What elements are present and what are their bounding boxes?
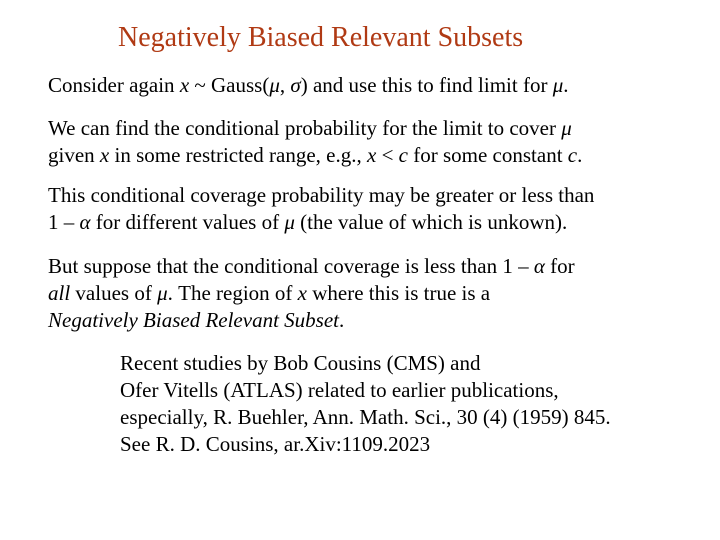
text: We can find the conditional probability for the limit to cover	[48, 116, 562, 140]
var-mu: μ	[269, 73, 280, 97]
var-mu: μ	[561, 116, 572, 140]
emphasis-term: Negatively Biased Relevant Subset	[48, 308, 339, 332]
text: . The region of	[167, 281, 298, 305]
var-x: x	[297, 281, 307, 305]
text: for	[544, 254, 575, 278]
paragraph-line	[48, 115, 582, 142]
paragraph-line	[48, 209, 594, 236]
text: <	[376, 143, 399, 167]
paragraph-coverage	[48, 182, 594, 236]
paragraph-line	[48, 72, 569, 99]
paragraph-line	[48, 280, 575, 307]
var-alpha: α	[533, 254, 545, 278]
var-sigma: σ	[290, 73, 301, 97]
var-x: x	[99, 143, 110, 167]
text: Consider again	[48, 73, 180, 97]
paragraph-line: This conditional coverage probability may be greater or less than	[48, 183, 595, 207]
reference-line: Recent studies by Bob Cousins (CMS) and	[120, 351, 481, 375]
var-mu: μ	[284, 210, 295, 234]
text: But suppose that the conditional coverage is less than 1 –	[48, 254, 534, 278]
var-x: x	[366, 143, 377, 167]
var-c: c	[398, 143, 408, 167]
var-mu: μ	[552, 73, 564, 97]
var-mu: μ	[157, 281, 168, 305]
reference-line: Ofer Vitells (ATLAS) related to earlier publications,	[120, 378, 559, 402]
var-x: x	[179, 73, 190, 97]
text: 1 –	[48, 210, 80, 234]
paragraph-gauss	[48, 72, 569, 99]
text: given	[48, 143, 100, 167]
references-block	[120, 350, 611, 458]
text: values of	[70, 281, 158, 305]
text: (the value of which is unkown).	[294, 210, 568, 234]
paragraph-line	[48, 253, 575, 280]
text: ,	[279, 73, 291, 97]
paragraph-line	[48, 307, 575, 334]
paragraph-conditional-probability	[48, 115, 582, 169]
text: in some restricted range, e.g.,	[109, 143, 367, 167]
reference-line: especially, R. Buehler, Ann. Math. Sci., 30 (4) (1959) 845.	[120, 405, 611, 429]
slide-title: Negatively Biased Relevant Subsets	[118, 22, 524, 53]
text: ~ Gauss(	[189, 73, 270, 97]
text: .	[577, 143, 583, 167]
text: .	[563, 73, 569, 97]
reference-line: See R. D. Cousins, ar.Xiv:1109.2023	[120, 432, 431, 456]
text: .	[339, 308, 345, 332]
text: ) and use this to find limit for	[300, 73, 553, 97]
var-c: c	[567, 143, 578, 167]
paragraph-negatively-biased	[48, 253, 575, 334]
text: where this is true is a	[307, 281, 491, 305]
emphasis-all: all	[48, 281, 71, 305]
var-alpha: α	[79, 210, 91, 234]
text: for some constant	[407, 143, 568, 167]
paragraph-line	[48, 142, 582, 169]
text: for different values of	[90, 210, 285, 234]
